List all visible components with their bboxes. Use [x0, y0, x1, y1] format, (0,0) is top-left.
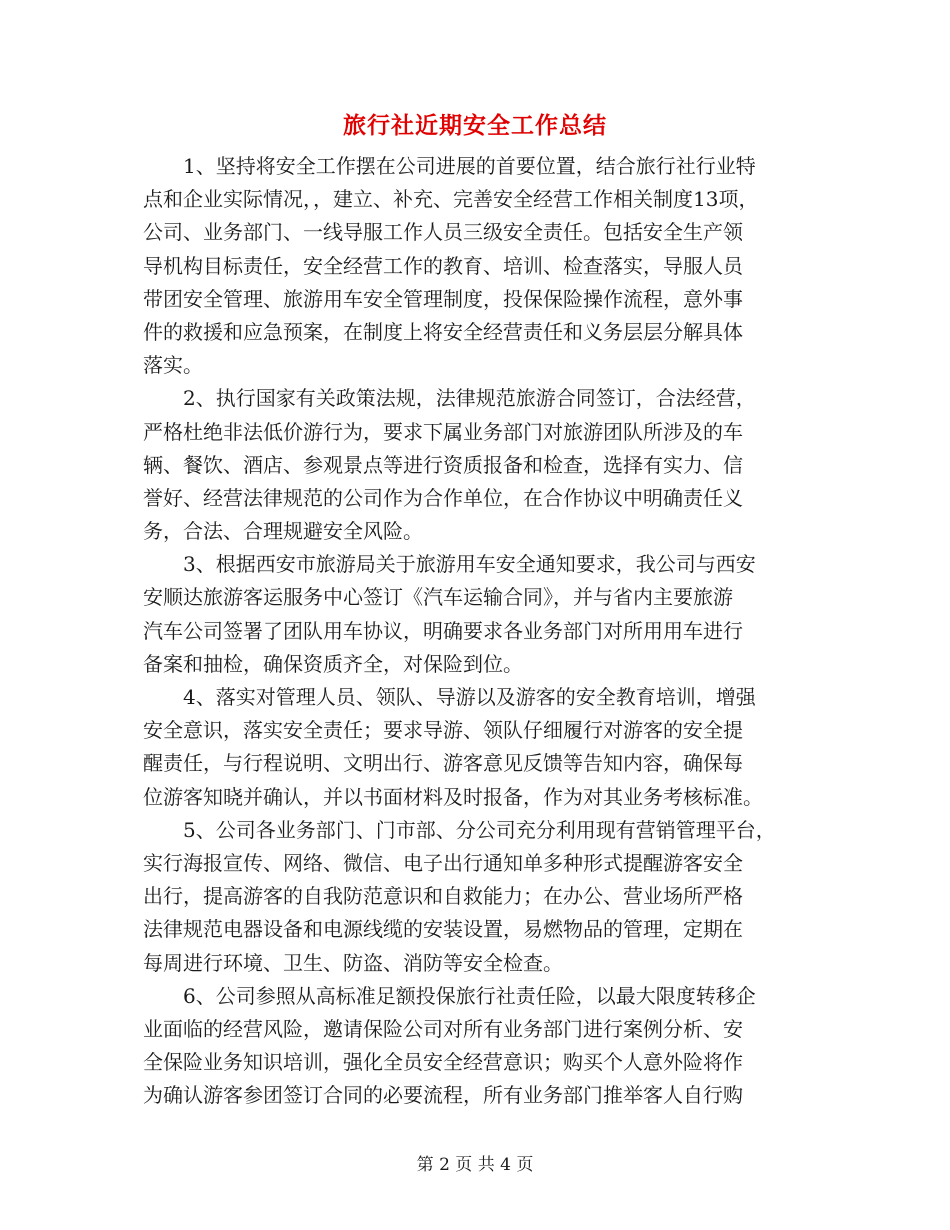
paragraph-line: 醒责任，与行程说明、文明出行、游客意见反馈等告知内容，确保每	[143, 751, 743, 776]
paragraph-line: 件的救援和应急预案，在制度上将安全经营责任和义务层层分解具体	[143, 319, 743, 344]
paragraph-line: 公司、业务部门、一线导服工作人员三级安全责任。包括安全生产领	[143, 220, 743, 245]
paragraph-line: 法律规范电器设备和电源线缆的安装设置，易燃物品的管理，定期在	[143, 917, 743, 942]
paragraph-line: 安全意识，落实安全责任；要求导游、领队仔细履行对游客的安全提	[143, 718, 743, 743]
paragraph-line: 备案和抽检，确保资质齐全，对保险到位。	[143, 651, 523, 676]
page-number-footer: 第 2 页 共 4 页	[416, 1155, 534, 1175]
paragraph-line: 严格杜绝非法低价游行为，要求下属业务部门对旅游团队所涉及的车	[143, 419, 743, 444]
paragraph-line: 辆、餐饮、酒店、参观景点等进行资质报备和检查，选择有实力、信	[143, 452, 743, 477]
paragraph-line: 安顺达旅游客运服务中心签订《汽车运输合同》，并与省内主要旅游	[143, 585, 733, 610]
document-title: 旅行社近期安全工作总结	[343, 112, 607, 139]
paragraph-line: 汽车公司签署了团队用车协议，明确要求各业务部门对所用用车进行	[143, 618, 743, 643]
paragraph-line: 位游客知晓并确认，并以书面材料及时报备，作为对其业务考核标准。	[143, 784, 763, 809]
paragraph-line: 业面临的经营风险，邀请保险公司对所有业务部门进行案例分析、安	[143, 1016, 743, 1041]
paragraph-line: 1、坚持将安全工作摆在公司进展的首要位置，结合旅行社行业特	[183, 154, 756, 178]
paragraph-line: 5、公司各业务部门、门市部、分公司充分利用现有营销管理平台，	[183, 817, 776, 842]
paragraph-line: 点和企业实际情况，，建立、补充、完善安全经营工作相关制度13项，	[143, 187, 759, 212]
paragraph-line: 4、落实对管理人员、领队、导游以及游客的安全教育培训，增强	[183, 685, 756, 709]
paragraph-line: 实行海报宣传、网络、微信、电子出行通知单多种形式提醒游客安全	[143, 850, 743, 875]
document-body	[143, 150, 823, 1112]
paragraph-line: 2、执行国家有关政策法规，法律规范旅游合同签订，合法经营，	[183, 386, 756, 411]
paragraph-line: 出行，提高游客的自我防范意识和自救能力；在办公、营业场所严格	[143, 884, 743, 909]
paragraph-line: 誉好、经营法律规范的公司作为合作单位，在合作协议中明确责任义	[143, 485, 743, 510]
paragraph-line: 6、公司参照从高标准足额投保旅行社责任险，以最大限度转移企	[183, 983, 756, 1008]
paragraph-line: 全保险业务知识培训，强化全员安全经营意识；购买个人意外险将作	[143, 1050, 743, 1075]
paragraph-line: 带团安全管理、旅游用车安全管理制度，投保保险操作流程，意外事	[143, 286, 743, 311]
paragraph-line: 导机构目标责任，安全经营工作的教育、培训、检查落实，导服人员	[143, 253, 743, 278]
paragraph-line: 落实。	[143, 353, 203, 378]
paragraph-line: 3、根据西安市旅游局关于旅游用车安全通知要求，我公司与西安	[183, 552, 756, 577]
paragraph-line: 每周进行环境、卫生、防盗、消防等安全检查。	[143, 950, 563, 975]
paragraph-line: 务，合法、合理规避安全风险。	[143, 519, 423, 544]
paragraph-line: 为确认游客参团签订合同的必要流程，所有业务部门推举客人自行购	[143, 1083, 743, 1108]
